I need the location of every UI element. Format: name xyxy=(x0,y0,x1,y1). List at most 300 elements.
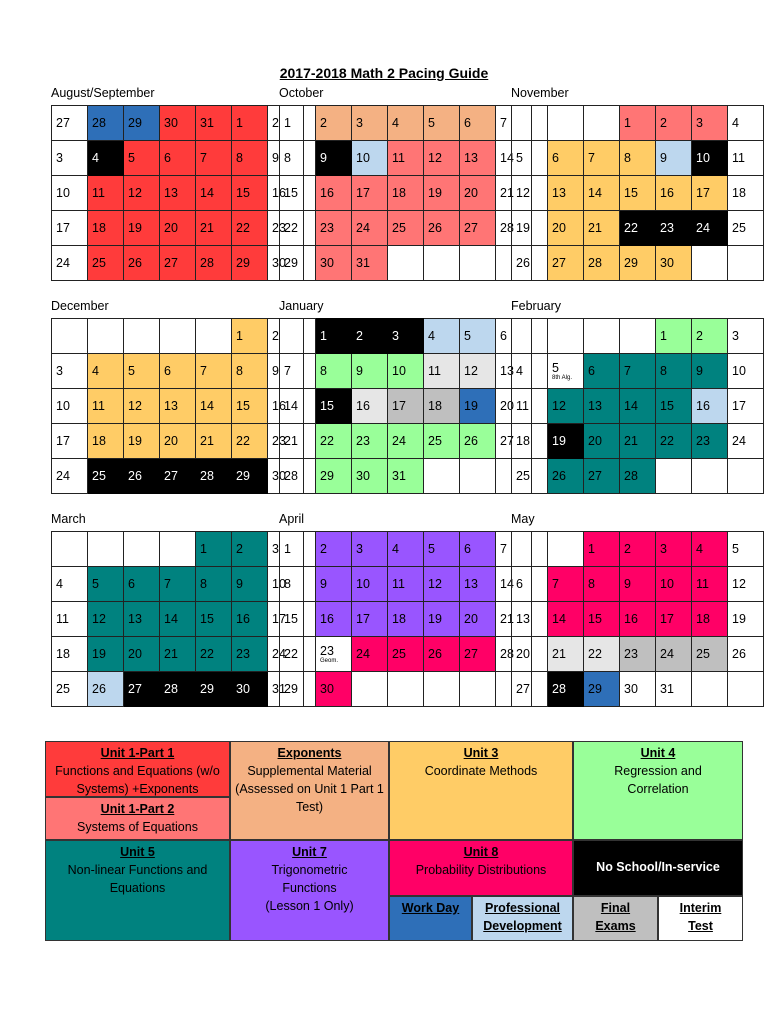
day-cell xyxy=(52,246,88,281)
week-row xyxy=(512,176,764,211)
legend-unit1-part1 xyxy=(45,741,230,797)
day-number: 20 xyxy=(552,221,566,235)
day-cell xyxy=(196,424,232,459)
day-number: 21 xyxy=(200,434,214,448)
legend-work-day xyxy=(389,896,472,941)
day-cell xyxy=(316,672,352,707)
day-number: 21 xyxy=(552,647,566,661)
day-number: 3 xyxy=(696,116,703,130)
day-number: 11 xyxy=(428,364,441,378)
day-number: 18 xyxy=(516,434,530,448)
day-cell xyxy=(232,459,268,494)
day-number: 15 xyxy=(660,399,674,413)
day-number: 24 xyxy=(272,647,286,661)
day-number: 1 xyxy=(320,329,327,343)
day-cell xyxy=(160,176,196,211)
day-cell xyxy=(160,424,196,459)
day-cell xyxy=(656,532,692,567)
month-name: December xyxy=(51,299,109,313)
day-number: 6 xyxy=(164,364,171,378)
day-cell xyxy=(424,532,460,567)
day-cell xyxy=(584,602,620,637)
day-number: 30 xyxy=(320,682,334,696)
day-number: 30 xyxy=(624,682,638,696)
day-number: 28 xyxy=(164,682,178,696)
day-cell xyxy=(196,246,232,281)
day-number: 7 xyxy=(284,364,291,378)
day-cell xyxy=(460,319,496,354)
legend-unit1-part1-heading: Unit 1-Part 1 xyxy=(100,746,175,760)
day-number: 4 xyxy=(428,329,435,343)
day-number: 22 xyxy=(284,647,298,661)
day-number: 4 xyxy=(392,542,399,556)
day-cell xyxy=(424,567,460,602)
day-cell xyxy=(584,532,620,567)
day-cell xyxy=(620,532,656,567)
day-number: 25 xyxy=(92,469,106,483)
day-cell xyxy=(584,246,620,281)
day-cell xyxy=(728,424,764,459)
day-cell xyxy=(620,106,656,141)
month-calendar xyxy=(511,86,746,281)
day-number: 12 xyxy=(516,186,530,200)
day-cell xyxy=(728,459,764,494)
week-row xyxy=(280,211,532,246)
month-grid xyxy=(279,105,532,281)
day-number: 2 xyxy=(696,329,703,343)
day-number: 8 xyxy=(236,364,243,378)
day-number: 30 xyxy=(272,469,286,483)
day-cell xyxy=(52,532,88,567)
day-number: 10 xyxy=(356,577,370,591)
day-cell xyxy=(460,246,496,281)
week-row xyxy=(280,319,532,354)
day-cell xyxy=(512,459,548,494)
day-cell xyxy=(160,672,196,707)
day-cell xyxy=(620,176,656,211)
day-cell xyxy=(728,354,764,389)
month-calendar xyxy=(279,299,514,494)
day-cell xyxy=(196,637,232,672)
day-cell xyxy=(88,672,124,707)
day-number: 30 xyxy=(660,256,674,270)
day-cell xyxy=(548,602,584,637)
day-number: 6 xyxy=(464,542,471,556)
day-number: 7 xyxy=(164,577,171,591)
month-grid xyxy=(51,531,304,707)
day-cell xyxy=(232,246,268,281)
day-cell xyxy=(160,354,196,389)
day-cell xyxy=(460,567,496,602)
day-number: 13 xyxy=(464,151,478,165)
day-cell xyxy=(620,211,656,246)
day-number: 3 xyxy=(56,364,63,378)
day-number: 3 xyxy=(392,329,399,343)
day-cell xyxy=(316,141,352,176)
day-cell xyxy=(160,637,196,672)
day-number: 19 xyxy=(552,434,566,448)
month-name: August/September xyxy=(51,86,155,100)
day-number: 23 xyxy=(660,221,674,235)
day-cell xyxy=(512,319,548,354)
day-number: 31 xyxy=(660,682,674,696)
week-row xyxy=(512,246,764,281)
day-number: 24 xyxy=(56,469,70,483)
legend xyxy=(45,741,743,941)
day-number: 28 xyxy=(92,116,106,130)
day-number: 22 xyxy=(624,221,638,235)
day-cell xyxy=(424,319,460,354)
day-cell xyxy=(656,176,692,211)
day-cell xyxy=(424,672,460,707)
day-number: 15 xyxy=(236,186,250,200)
day-cell xyxy=(280,602,316,637)
day-cell xyxy=(316,354,352,389)
day-cell xyxy=(232,354,268,389)
day-cell xyxy=(280,637,316,672)
day-number: 2 xyxy=(272,116,279,130)
day-cell xyxy=(460,354,496,389)
day-cell xyxy=(728,176,764,211)
day-number: 26 xyxy=(552,469,566,483)
month-name: May xyxy=(511,512,535,526)
day-cell xyxy=(548,106,584,141)
week-row xyxy=(52,532,304,567)
day-cell xyxy=(692,354,728,389)
day-number: 8 xyxy=(284,577,291,591)
day-number: 23 xyxy=(272,434,286,448)
day-number: 21 xyxy=(164,647,178,661)
day-number: 23 xyxy=(236,647,250,661)
legend-unit7-heading: Unit 7 xyxy=(292,845,327,859)
legend-no-school-text: No School/In-service xyxy=(596,860,720,874)
day-number: 9 xyxy=(660,151,667,165)
day-cell xyxy=(424,354,460,389)
day-cell xyxy=(620,389,656,424)
week-row xyxy=(52,424,304,459)
day-cell xyxy=(88,141,124,176)
day-number: 20 xyxy=(128,647,142,661)
day-number: 2 xyxy=(624,542,631,556)
day-cell xyxy=(584,141,620,176)
day-number: 4 xyxy=(92,364,99,378)
day-cell xyxy=(548,567,584,602)
day-number: 25 xyxy=(56,682,70,696)
day-cell xyxy=(124,459,160,494)
day-number: 28 xyxy=(200,469,214,483)
day-number: 10 xyxy=(696,151,710,165)
day-cell xyxy=(388,637,424,672)
day-cell xyxy=(584,567,620,602)
day-number: 25 xyxy=(428,434,442,448)
day-number: 29 xyxy=(284,682,298,696)
day-cell xyxy=(620,354,656,389)
day-number: 17 xyxy=(356,612,370,626)
day-number: 28 xyxy=(284,469,298,483)
day-number: 30 xyxy=(272,256,286,270)
legend-unit4-text: Regression and Correlation xyxy=(614,764,702,796)
day-cell xyxy=(196,389,232,424)
month-grid xyxy=(511,105,764,281)
day-number: 15 xyxy=(236,399,250,413)
day-cell xyxy=(656,141,692,176)
day-number: 4 xyxy=(732,116,739,130)
day-cell xyxy=(584,389,620,424)
day-number: 16 xyxy=(236,612,250,626)
week-row xyxy=(280,246,532,281)
day-cell xyxy=(280,141,316,176)
day-number: 12 xyxy=(428,577,442,591)
day-number: 1 xyxy=(236,116,243,130)
day-number: 3 xyxy=(56,151,63,165)
legend-unit5-text: Non-linear Functions and Equations xyxy=(67,863,208,895)
day-cell xyxy=(512,424,548,459)
day-cell xyxy=(160,141,196,176)
day-number: 21 xyxy=(500,612,514,626)
day-cell xyxy=(692,567,728,602)
day-cell xyxy=(280,176,316,211)
day-cell xyxy=(196,106,232,141)
month-calendar xyxy=(51,299,286,494)
day-cell xyxy=(124,602,160,637)
month-calendar xyxy=(51,86,286,281)
month-calendar xyxy=(511,512,746,707)
day-cell xyxy=(124,246,160,281)
day-number: 25 xyxy=(516,469,530,483)
day-number: 18 xyxy=(92,221,106,235)
day-number: 28 xyxy=(552,682,566,696)
day-cell xyxy=(512,389,548,424)
legend-exponents xyxy=(230,741,389,840)
day-cell xyxy=(352,602,388,637)
day-cell xyxy=(512,211,548,246)
day-cell xyxy=(352,567,388,602)
day-number: 27 xyxy=(552,256,566,270)
day-number: 2 xyxy=(660,116,667,130)
day-number: 23 xyxy=(696,434,710,448)
day-cell xyxy=(656,211,692,246)
day-number: 28 xyxy=(500,221,514,235)
day-number: 4 xyxy=(516,364,523,378)
day-number: 12 xyxy=(428,151,442,165)
day-cell xyxy=(460,637,496,672)
day-cell xyxy=(388,672,424,707)
day-number: 13 xyxy=(516,612,530,626)
day-cell xyxy=(388,319,424,354)
day-number: 17 xyxy=(392,399,406,413)
day-number: 13 xyxy=(164,399,178,413)
day-cell xyxy=(88,424,124,459)
day-cell xyxy=(692,672,728,707)
day-number: 1 xyxy=(588,542,595,556)
day-number: 26 xyxy=(732,647,746,661)
day-number: 10 xyxy=(392,364,406,378)
day-number: 28 xyxy=(588,256,602,270)
week-row xyxy=(52,354,304,389)
day-cell xyxy=(232,389,268,424)
month-calendar xyxy=(279,512,514,707)
day-cell xyxy=(196,602,232,637)
day-cell xyxy=(316,319,352,354)
day-number: 15 xyxy=(624,186,638,200)
day-cell xyxy=(584,176,620,211)
day-cell xyxy=(52,424,88,459)
day-cell xyxy=(316,602,352,637)
day-number: 9 xyxy=(236,577,243,591)
day-cell xyxy=(460,459,496,494)
day-number: 26 xyxy=(464,434,478,448)
day-number: 18 xyxy=(392,612,406,626)
legend-professional-development-heading: Professional Development xyxy=(483,901,562,933)
day-number: 20 xyxy=(464,186,478,200)
week-row xyxy=(52,602,304,637)
day-number: 30 xyxy=(356,469,370,483)
day-number: 18 xyxy=(696,612,710,626)
legend-unit5 xyxy=(45,840,230,941)
day-number: 8 xyxy=(200,577,207,591)
week-row xyxy=(280,532,532,567)
day-cell xyxy=(232,319,268,354)
day-cell xyxy=(124,424,160,459)
day-number: 3 xyxy=(272,542,279,556)
day-number: 13 xyxy=(500,364,514,378)
day-number: 5 xyxy=(516,151,523,165)
day-number: 30 xyxy=(320,256,334,270)
day-cell xyxy=(424,389,460,424)
day-cell xyxy=(352,424,388,459)
day-cell xyxy=(548,246,584,281)
day-cell xyxy=(88,211,124,246)
day-number: 1 xyxy=(284,116,291,130)
day-cell xyxy=(160,389,196,424)
day-cell xyxy=(388,211,424,246)
day-cell xyxy=(548,424,584,459)
day-cell xyxy=(316,389,352,424)
day-cell xyxy=(512,602,548,637)
legend-final-exams-heading: Final Exams xyxy=(595,901,636,933)
day-cell xyxy=(316,246,352,281)
day-cell xyxy=(584,211,620,246)
month-name: April xyxy=(279,512,305,526)
day-number: 13 xyxy=(464,577,478,591)
legend-unit3-text: Coordinate Methods xyxy=(424,764,538,778)
month-name: February xyxy=(511,299,562,313)
day-number: 5 xyxy=(552,360,559,375)
day-number: 1 xyxy=(236,329,243,343)
day-cell xyxy=(316,211,352,246)
day-number: 6 xyxy=(128,577,135,591)
day-number: 24 xyxy=(732,434,746,448)
day-number: 19 xyxy=(128,434,142,448)
day-cell xyxy=(280,354,316,389)
day-number: 17 xyxy=(732,399,746,413)
legend-unit3 xyxy=(389,741,573,840)
day-cell xyxy=(692,532,728,567)
week-row xyxy=(512,389,764,424)
week-row xyxy=(52,567,304,602)
day-cell xyxy=(692,389,728,424)
day-number: 18 xyxy=(56,647,70,661)
day-number: 22 xyxy=(284,221,298,235)
month-grid xyxy=(279,531,532,707)
day-cell xyxy=(52,176,88,211)
day-cell xyxy=(316,567,352,602)
day-cell xyxy=(52,106,88,141)
week-row xyxy=(52,106,304,141)
day-cell xyxy=(280,319,316,354)
day-number: 7 xyxy=(500,542,507,556)
day-number: 18 xyxy=(732,186,746,200)
day-number: 6 xyxy=(464,116,471,130)
day-number: 26 xyxy=(428,221,442,235)
day-cell xyxy=(512,354,548,389)
day-number: 4 xyxy=(92,151,99,165)
day-number: 5 xyxy=(128,151,135,165)
day-cell xyxy=(656,389,692,424)
day-number: 1 xyxy=(200,542,207,556)
day-number: 11 xyxy=(92,186,105,200)
day-cell xyxy=(548,459,584,494)
day-cell xyxy=(316,637,352,672)
day-cell xyxy=(160,532,196,567)
day-number: 14 xyxy=(552,612,566,626)
day-number: 18 xyxy=(392,186,406,200)
day-number: 25 xyxy=(392,221,406,235)
day-number: 11 xyxy=(392,577,405,591)
day-cell xyxy=(424,141,460,176)
day-cell xyxy=(280,246,316,281)
day-number: 13 xyxy=(588,399,602,413)
week-row xyxy=(512,354,764,389)
day-number: 13 xyxy=(552,186,566,200)
day-cell xyxy=(352,637,388,672)
day-number: 28 xyxy=(500,647,514,661)
week-row xyxy=(280,106,532,141)
day-cell xyxy=(548,211,584,246)
day-cell xyxy=(656,602,692,637)
day-cell xyxy=(52,354,88,389)
day-number: 14 xyxy=(588,186,602,200)
day-number: 17 xyxy=(56,434,70,448)
day-cell xyxy=(728,672,764,707)
day-cell xyxy=(280,672,316,707)
day-number: 1 xyxy=(284,542,291,556)
day-cell xyxy=(692,211,728,246)
day-cell xyxy=(460,424,496,459)
day-cell xyxy=(728,319,764,354)
week-row xyxy=(280,176,532,211)
day-number: 8 xyxy=(660,364,667,378)
day-cell xyxy=(728,141,764,176)
day-cell xyxy=(232,176,268,211)
day-cell xyxy=(656,319,692,354)
week-row xyxy=(280,354,532,389)
legend-work-day-heading: Work Day xyxy=(401,901,460,915)
day-cell xyxy=(656,424,692,459)
day-cell xyxy=(728,567,764,602)
day-number: 29 xyxy=(320,469,334,483)
legend-no-school xyxy=(573,840,743,896)
day-cell xyxy=(460,211,496,246)
legend-unit8 xyxy=(389,840,573,896)
day-cell xyxy=(124,532,160,567)
day-number: 27 xyxy=(516,682,530,696)
day-cell xyxy=(620,567,656,602)
day-cell xyxy=(88,389,124,424)
day-cell xyxy=(388,459,424,494)
month-grid xyxy=(51,318,304,494)
week-row xyxy=(52,672,304,707)
